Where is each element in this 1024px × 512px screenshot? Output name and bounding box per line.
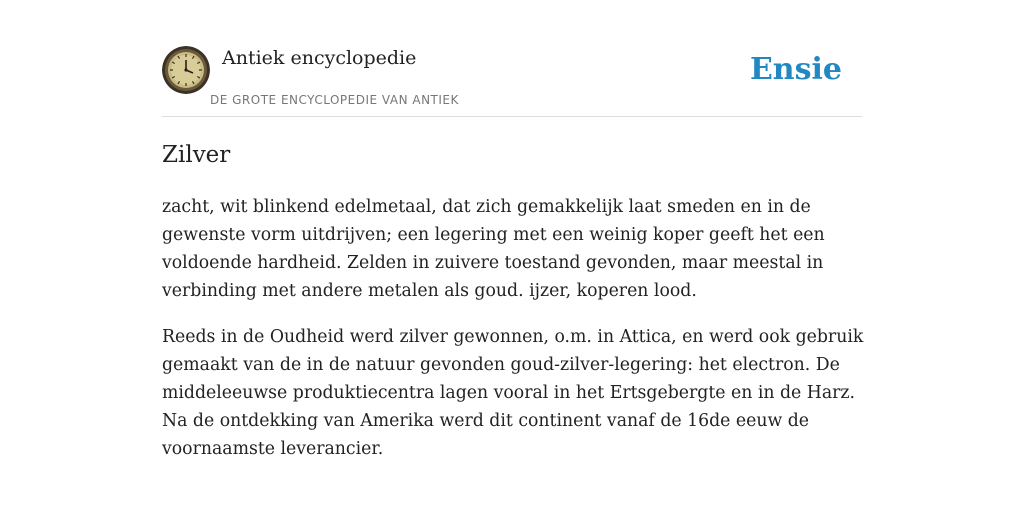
ensie-logo-link[interactable]: Ensie bbox=[749, 52, 842, 87]
antique-clock-icon[interactable] bbox=[162, 46, 210, 94]
site-subtitle: DE GROTE ENCYCLOPEDIE VAN ANTIEK bbox=[210, 93, 459, 107]
article-paragraph: zacht, wit blinkend edelmetaal, dat zich gemakkelijk laat smeden en in de gewenste vorm uitdrijven; een legering met een weinig koper geeft het een voldoende hardheid. Zelden in zuivere toestand gevonden, maar meestal in verbinding met andere metalen als goud. ijzer, koperen lood. bbox=[162, 197, 825, 301]
article-paragraph: Reeds in de Oudheid werd zilver gewonnen, o.m. in Attica, en werd ook gebruik gemaakt van de in de natuur gevonden goud-zilver-legering: het electron. De middeleeuwse produktiecentra lagen vooral in het Ertsgebergte en in de Harz. Na de ontdekking van Amerika werd dit continent vanaf de 16de eeuw de voornaamste leverancier. bbox=[162, 327, 864, 459]
site-name[interactable]: Antiek encyclopedie bbox=[222, 47, 417, 69]
article-title: Zilver bbox=[162, 142, 231, 168]
site-header bbox=[162, 46, 862, 117]
article-body bbox=[162, 193, 868, 481]
